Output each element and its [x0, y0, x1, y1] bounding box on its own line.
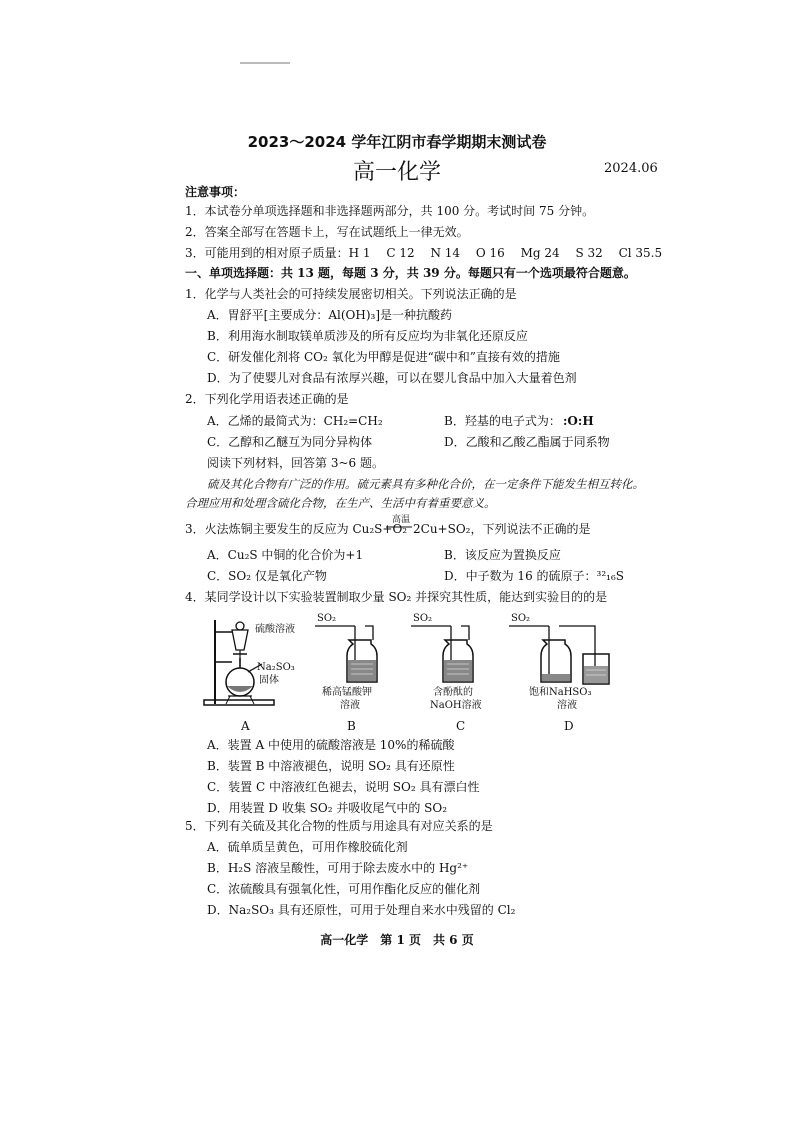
reagent-na2so3: Na₂SO₃ [257, 662, 295, 673]
q1-option-a: A．胃舒平[主要成分：Al(OH)₃]是一种抗酸药 [207, 308, 453, 322]
b-solution-line2: 溶液 [340, 700, 360, 711]
apparatus-d-letter: D [564, 719, 574, 733]
subject-title: 高一化学 [352, 160, 441, 185]
q5-option-a: A．硫单质呈黄色，可用作橡胶硫化剂 [207, 840, 408, 854]
section-heading: 一、单项选择题：共 13 题，每题 3 分，共 39 分。每题只有一个选项最符合题意。 [185, 266, 636, 280]
q5-option-b: B．H₂S 溶液呈酸性，可用于除去废水中的 Hg²⁺ [207, 861, 469, 875]
gas-label-c: SO₂ [413, 613, 433, 624]
q1-option-c: C．研发催化剂将 CO₂ 氧化为甲醇是促进“碳中和”直接有效的措施 [207, 350, 560, 364]
q4-option-d: D．用装置 D 收集 SO₂ 并吸收尾气中的 SO₂ [207, 801, 448, 815]
apparatus-c-letter: C [456, 719, 466, 733]
q3-stem-part2: 2Cu+SO₂，下列说法不正确的是 [413, 522, 591, 536]
q2-option-a: A．乙烯的最简式为：CH₂=CH₂ [207, 414, 383, 428]
apparatus-b-diagram [315, 622, 385, 688]
q5-option-c: C．浓硫酸具有强氧化性，可用作酯化反应的催化剂 [207, 882, 481, 896]
notes-heading: 注意事项： [185, 185, 246, 199]
q1-option-b: B．利用海水制取镁单质涉及的所有反应均为非氧化还原反应 [207, 329, 528, 343]
note-3: 3．可能用到的相对原子质量：H 1 C 12 N 14 O 16 Mg 24 S 32 Cl 35.5 [185, 246, 663, 260]
hydroxyl-electron-formula: :O:H [563, 414, 594, 428]
q3-stem-part1: 3．火法炼铜主要发生的反应为 Cu₂S+O₂ [185, 522, 408, 536]
apparatus-b-letter: B [347, 719, 356, 733]
q4-option-c: C．装置 C 中溶液红色褪去，说明 SO₂ 具有漂白性 [207, 780, 480, 794]
reagent-solid: 固体 [259, 675, 279, 686]
c-solution-line2: NaOH溶液 [430, 700, 482, 711]
q3-option-a: A．Cu₂S 中铜的化合价为+1 [207, 548, 364, 562]
d-solution-line1: 饱和NaHSO₃ [529, 687, 592, 698]
page-footer: 高一化学 第 1 页 共 6 页 [320, 933, 474, 947]
q3-condition: 高温 [392, 515, 411, 525]
q2-option-b: B．羟基的电子式为： [444, 414, 561, 428]
gas-label-d: SO₂ [511, 613, 531, 624]
apparatus-c-diagram [411, 622, 481, 688]
d-solution-line2: 溶液 [557, 700, 577, 711]
reaction-arrow [386, 525, 412, 531]
passage-line-2: 合理应用和处理含硫化合物，在生产、生活中有着重要意义。 [185, 496, 496, 510]
exam-title: 2023～2024 学年江阴市春学期期末测试卷 [247, 133, 547, 151]
apparatus-a-letter: A [241, 719, 250, 733]
q5-option-d: D．Na₂SO₃ 具有还原性，可用于处理自来水中残留的 Cl₂ [207, 903, 516, 917]
q3-option-b: B．该反应为置换反应 [444, 548, 561, 562]
q3-option-c: C．SO₂ 仅是氧化产物 [207, 569, 327, 583]
q2-option-d: D．乙酸和乙酸乙酯属于同系物 [444, 435, 610, 449]
q1-option-d: D．为了使婴儿对食品有浓厚兴趣，可以在婴儿食品中加入大量着色剂 [207, 371, 577, 385]
q4-option-a: A．装置 A 中使用的硫酸溶液是 10%的稀硫酸 [207, 738, 455, 752]
c-solution-line1: 含酚酞的 [433, 687, 473, 698]
exam-date: 2024.06 [604, 161, 658, 176]
note-2: 2．答案全部写在答题卡上，写在试题纸上一律无效。 [185, 225, 469, 239]
scan-artifact [240, 62, 290, 64]
reading-instruction: 阅读下列材料，回答第 3~6 题。 [207, 456, 384, 470]
q2-stem: 2．下列化学用语表述正确的是 [185, 392, 349, 406]
b-solution-line1: 稀高锰酸钾 [322, 687, 372, 698]
q3-option-d: D．中子数为 16 的硫原子：³²₁₆S [444, 569, 624, 583]
q5-stem: 5．下列有关硫及其化合物的性质与用途具有对应关系的是 [185, 819, 493, 833]
note-1: 1．本试卷分单项选择题和非选择题两部分，共 100 分。考试时间 75 分钟。 [185, 204, 595, 218]
gas-label-b: SO₂ [317, 613, 337, 624]
q4-option-b: B．装置 B 中溶液褪色，说明 SO₂ 具有还原性 [207, 759, 455, 773]
q2-option-c: C．乙醇和乙醚互为同分异构体 [207, 435, 373, 449]
q4-stem: 4．某同学设计以下实验装置制取少量 SO₂ 并探究其性质，能达到实验目的的是 [185, 590, 608, 604]
passage-line-1: 硫及其化合物有广泛的作用。硫元素具有多种化合价，在一定条件下能发生相互转化。 [207, 477, 644, 491]
apparatus-d-diagram [509, 622, 619, 688]
q1-stem: 1．化学与人类社会的可持续发展密切相关。下列说法正确的是 [185, 287, 517, 301]
reagent-sulfuric-acid: 硫酸溶液 [255, 624, 295, 635]
